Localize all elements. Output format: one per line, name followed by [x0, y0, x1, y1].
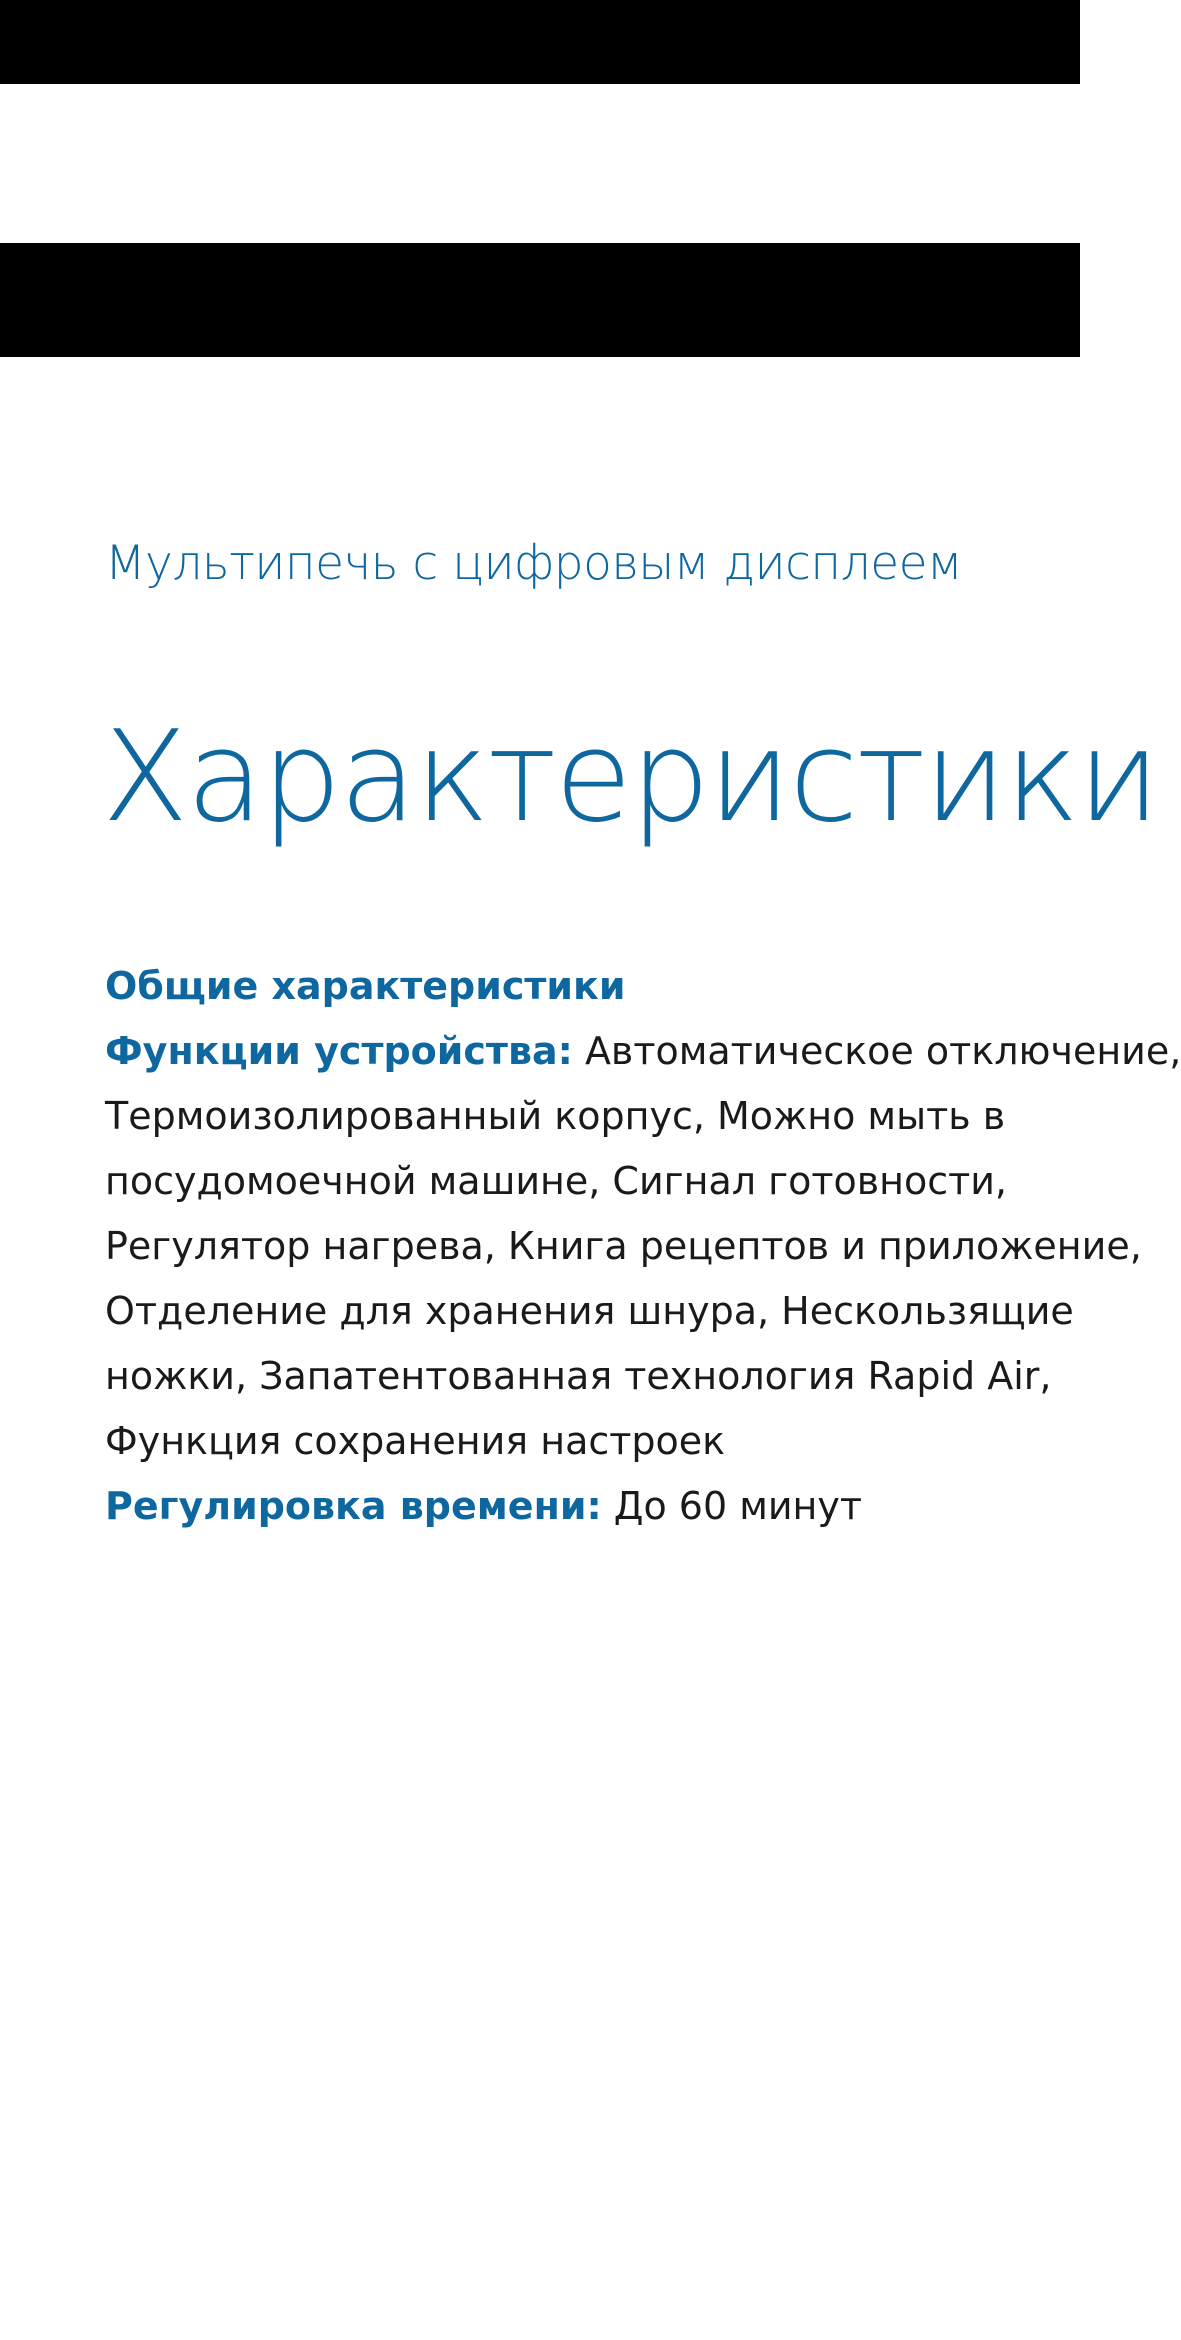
- functions-value-line: посудомоечной машине, Сигнал готовности,: [105, 1159, 1007, 1203]
- top-black-band: [0, 0, 1080, 84]
- functions-value-line: Функция сохранения настроек: [105, 1419, 726, 1463]
- specifications-block: [105, 954, 1181, 1539]
- time-line: [105, 1474, 1065, 1539]
- time-value: До 60 минут: [613, 1484, 863, 1528]
- functions-value-line: Отделение для хранения шнура, Нескользящие: [105, 1289, 1074, 1333]
- functions-value-line: Термоизолированный корпус, Можно мыть в: [105, 1094, 1006, 1138]
- functions-value-line: Регулятор нагрева, Книга рецептов и приложение,: [105, 1224, 1142, 1268]
- time-label: Регулировка времени:: [105, 1484, 602, 1528]
- middle-black-band: [0, 243, 1080, 357]
- product-subtitle: Мультипечь с цифровым дисплеем: [105, 536, 962, 591]
- functions-label: Функции устройства:: [105, 1029, 573, 1073]
- page-title: Характеристики: [102, 703, 1159, 850]
- functions-line-1: [105, 1019, 1181, 1084]
- functions-value-line: ножки, Запатентованная технология Rapid Air,: [105, 1354, 1052, 1398]
- functions-value-line: Автоматическое отключение,: [584, 1029, 1181, 1073]
- section-heading: Общие характеристики: [105, 964, 626, 1008]
